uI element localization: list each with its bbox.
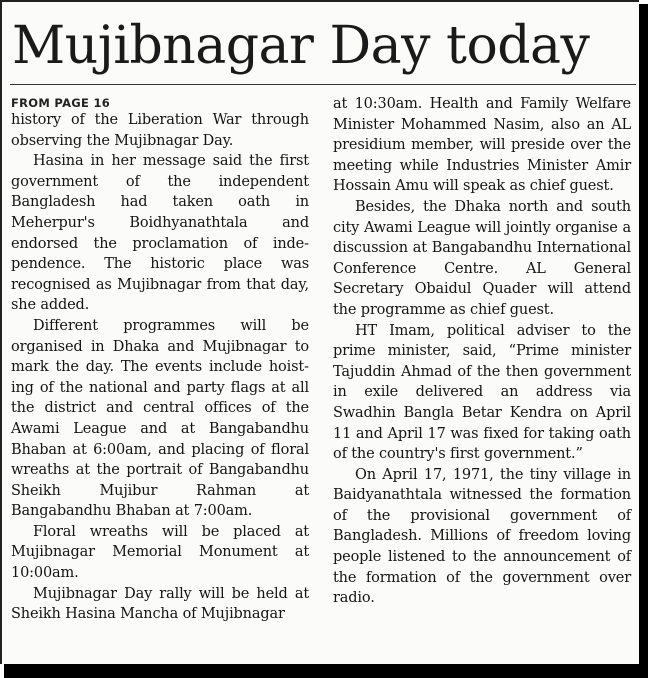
article-column-left <box>11 94 309 625</box>
paragraph: history of the Liberation War through observing the Mujibnagar Day. <box>11 112 309 149</box>
paragraph: at 10:30am. Health and Family Welfare Minister Mohammed Nasim, also an AL presidium member, will preside over the meeting while Industries Minister Amir Hossain Amu will speak as chief guest. <box>333 96 631 195</box>
paragraph: Floral wreaths will be placed at Mujibnagar Memorial Monument at 10:00am. <box>11 523 309 582</box>
paragraph: Besides, the Dhaka north and south city Awami League will jointly organise a discussion at Bangabandhu International Conference Centre. AL General Secretary Obaidul Quader will attend the programme as chief guest. <box>333 198 631 318</box>
paragraph: HT Imam, political adviser to the prime minister, said, “Prime minister Tajuddin Ahmad of the then government in exile delivered an address via Swadhin Bangla Betar Kendra on April 11 and April 17 was fixed for taking oath of the country's first government.” <box>333 322 631 463</box>
paragraph: On April 17, 1971, the tiny village in Baidyanathtala witnessed the formation of the provisional government of Bangladesh. Millions of freedom loving people listened to the announcement of the formation of the government over radio. <box>333 466 631 607</box>
headline: Mujibnagar Day today <box>12 16 590 76</box>
paragraph: Mujibnagar Day rally will be held at Sheikh Hasina Mancha of Mujibnagar <box>11 585 309 623</box>
headline-rule <box>10 84 636 85</box>
continuation-kicker: FROM PAGE 16 <box>11 96 111 110</box>
clipping-shadow-right <box>639 4 648 678</box>
clipping-shadow-bottom <box>4 664 648 678</box>
paragraph: Hasina in her message said the first government of the independent Bangladesh had taken oath in Meherpur's Boidhyanathtala and endorsed the proclamation of independence. The historic place was recognised as Mujibnagar from that day, she added. <box>11 153 309 314</box>
article-column-right <box>333 94 631 609</box>
paragraph: Different programmes will be organised in Dhaka and Mujibnagar to mark the day. The events include hoisting of the national and party flags at all the district and central offices of the Awami League and at Bangabandhu Bhaban at 6:00am, and placing of floral wreaths at the portrait of Bangabandhu Sheikh Mujibur Rahman at Bangabandhu Bhaban at 7:00am. <box>11 317 309 520</box>
